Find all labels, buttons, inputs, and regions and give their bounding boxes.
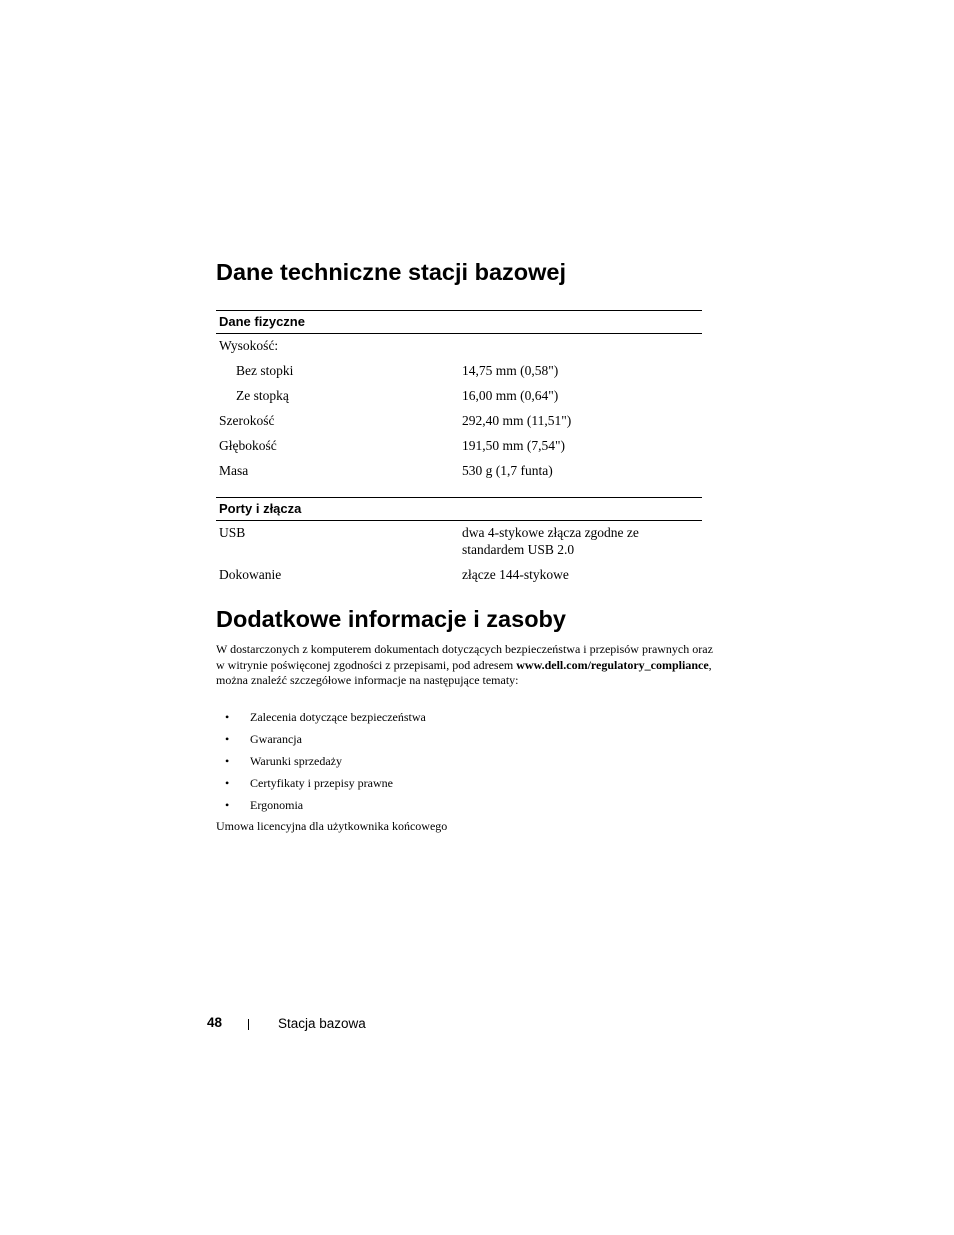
footer-chapter-title: Stacja bazowa — [278, 1016, 366, 1031]
spec-value: 16,00 mm (0,64") — [462, 388, 559, 403]
bullet-icon: • — [225, 776, 230, 790]
spec-value: 191,50 mm (7,54") — [462, 438, 566, 453]
physical-specs-table — [216, 310, 702, 478]
spec-label: Głębokość — [219, 438, 277, 453]
spec-label: USB — [219, 525, 246, 540]
spec-value: 14,75 mm (0,58") — [462, 363, 559, 378]
list-item-text: Gwarancja — [250, 732, 302, 746]
physical-specs-header: Dane fizyczne — [216, 310, 702, 334]
eula-text: Umowa licencyjna dla użytkownika końcowego — [216, 819, 448, 833]
ports-specs-header: Porty i złącza — [216, 497, 702, 521]
spec-label: Masa — [219, 463, 249, 478]
spec-value: 292,40 mm (11,51") — [462, 413, 572, 428]
page-number: 48 — [207, 1015, 223, 1030]
bullet-icon: • — [225, 710, 230, 724]
list-item-text: Certyfikaty i przepisy prawne — [250, 776, 393, 790]
spec-label: Dokowanie — [219, 567, 282, 582]
spec-label: Bez stopki — [236, 363, 294, 378]
spec-value: dwa 4-stykowe złącza zgodne ze standardem USB 2.0 — [462, 525, 639, 557]
ports-specs-table — [216, 497, 702, 582]
section-title-specs: Dane techniczne stacji bazowej — [216, 259, 566, 285]
list-item-text: Ergonomia — [250, 798, 304, 812]
spec-label: Wysokość: — [219, 338, 279, 353]
intro-text-after: , można znaleźć szczegółowe informacje na następujące tematy: — [216, 657, 712, 687]
list-item-text: Warunki sprzedaży — [250, 754, 342, 768]
spec-value: 530 g (1,7 funta) — [462, 463, 553, 478]
spec-label: Szerokość — [219, 413, 275, 428]
regulatory-compliance-link[interactable]: www.dell.com/regulatory_compliance — [516, 657, 709, 672]
footer-divider — [248, 1019, 249, 1030]
intro-text-before: W dostarczonych z komputerem dokumentach dotyczących bezpieczeństwa i przepisów prawnych oraz w witrynie poświęconej zgodności z przepisami, pod adresem — [216, 642, 713, 672]
spec-label: Ze stopką — [236, 388, 289, 403]
bullet-icon: • — [225, 754, 230, 768]
section-title-resources: Dodatkowe informacje i zasoby — [216, 606, 566, 632]
spec-value: złącze 144-stykowe — [462, 567, 569, 582]
bullet-icon: • — [225, 798, 230, 812]
resources-intro-paragraph — [216, 642, 716, 689]
bullet-icon: • — [225, 732, 230, 746]
list-item-text: Zalecenia dotyczące bezpieczeństwa — [250, 710, 426, 724]
